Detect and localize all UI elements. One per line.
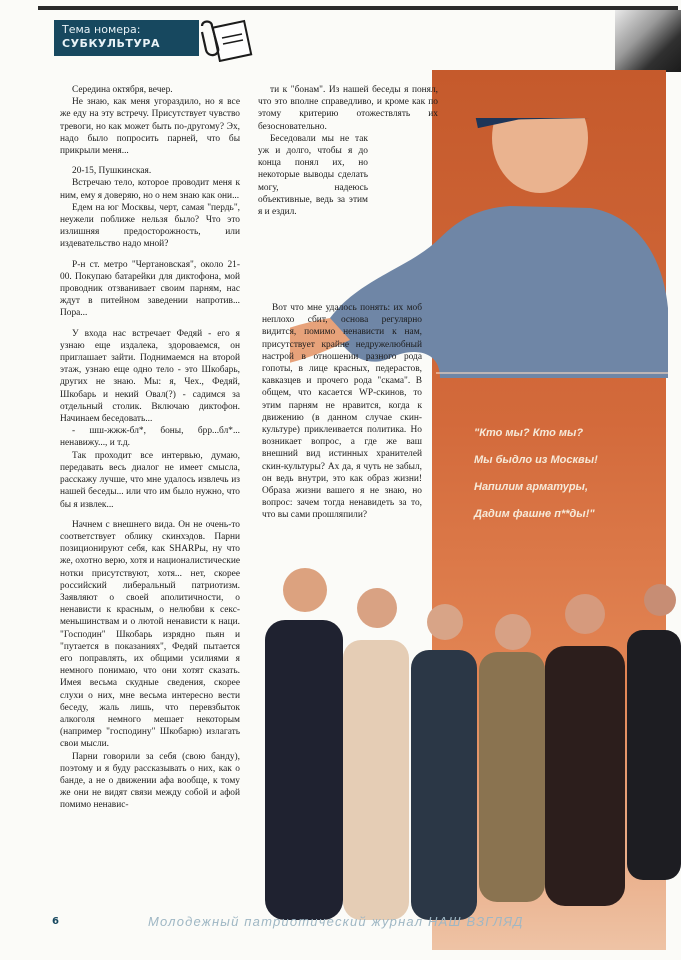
- spacer: [60, 157, 240, 165]
- paragraph: 20-15, Пушкинская.: [72, 166, 152, 177]
- paragraph: Середина октября, вечер.: [72, 85, 173, 95]
- quote-line: "Кто мы? Кто мы?: [474, 427, 584, 439]
- magazine-title: Молодежный патриотический журнал НАШ ВЗГЛЯД: [148, 914, 524, 929]
- rubric-line1: Тема номера:: [62, 23, 141, 36]
- photo-group-of-men: [255, 560, 681, 950]
- paragraph: Едем на юг Москвы, черт, самая "пердь", неужели поближе нельзя было? Что это излишняя предосторожность, или издевательство надо мной?: [60, 202, 240, 250]
- page-number: 6: [52, 916, 59, 927]
- paragraph: Не знаю, как меня угораздило, но я все же еду на эту встречу. Присутствует чувство тревоги, но как может быть по-другому? Эх, надо было попросить парней, что бы прикрыли меня...: [60, 97, 240, 157]
- pull-quote: [474, 420, 664, 528]
- decorative-line: [436, 372, 668, 374]
- article-mid-column: [262, 302, 422, 522]
- paragraph: Вот что мне удалось понять: их моб неплохо сбит, основа регулярно видится, помимо ненависти к нам, присутствует крайне недружелюбный настрой в отношении разного рода гопоты, в лице красных, педерастов, кавказцев и прочего рода "скама". В общем, что касается WP-скинов, то этим парням не нравится, когда к движению (в данном случае скин-культуре) приклеивается политика. Но возникает вопрос, а где же ваш внешний вид истинных хранителей скин-культуры? Ах да, я чуть не забыл, он ведь внутри, это как образ жизни! Образа жизни вашего я не знаю, но вопрос: зачем тогда ненавидеть за то, что вы сами прошляпили?: [262, 303, 422, 521]
- paragraph: Р-н ст. метро "Чертановская", около 21-00. Покупаю батарейки для диктофона, мой проводник отзванивает своим парням, нас ждут в питейном заведении напротив... Пора...: [60, 259, 240, 319]
- article-left-column: [60, 84, 240, 812]
- paragraph: ти к "бонам". Из нашей беседы я понял, что это вполне справедливо, и кроме как по этому критерию отожествлять их безосновательно.: [258, 85, 438, 132]
- paragraph: Беседовали мы не так уж и долго, чтобы я до конца понял их, но некоторые выводы сделать могу, надеюсь объективные, ведь за этим я и ездил.: [258, 133, 368, 218]
- section-rubric: [54, 20, 199, 56]
- spacer: [60, 511, 240, 519]
- paragraph: Начнем с внешнего вида. Он не очень-то соответствует облику скинхэдов. Парни позиционируют себя, как SHARPы, ну что же, охотно верю, хотя и националистические нотки присутствуют, хотя... нет, скорее российский либеральный патриотизм. Заявляют о своей аполитичности, о ненависти к красным, о нелюбви к секс-меньшинствам и о лютой ненависти к наци. "Господин" Шкобарь изрядно пьян и "путается в показаниях", Федяй пытается его поправлять, их общими усилиями я немного понимаю, что они хотят сказать. Имея весьма скудные сведения, скорее слухи о них, мне весьма интересно вести беседу, жаль лишь, что перевзбыток алкоголя немного мешает некоторым (например "господину" Шкобарю) излагать свои мысли.: [60, 519, 240, 750]
- spacer: [60, 320, 240, 328]
- spacer: [60, 251, 240, 259]
- rubric-line2: СУБКУЛЬТУРА: [62, 37, 160, 50]
- paragraph: Так проходит все интервью, думаю, передавать весь диалог не имеет смысла, расскажу лучше, что мне удалось извлечь из нашей беседы... или что им было нужно, что бы я извлек...: [60, 450, 240, 510]
- paragraph: У входа нас встречает Федяй - его я узнаю еще издалека, здороваемся, он приглашает зайти. Поднимаемся на второй этаж, узнаю еще одно тело - это Шкобарь, других не знаю. Мы: я, Чех., Федяй, Шкобарь и некий Овал(?) - садимся за отдельный столик. Включаю диктофон. Начинаем беседовать...: [60, 328, 240, 425]
- paragraph: Встречаю тело, которое проводит меня к ним, ему я доверяю, но о нем знаю как они...: [60, 178, 240, 201]
- corner-photo: [615, 10, 681, 72]
- paperclip-notepad-icon: [196, 18, 256, 62]
- quote-line: Мы быдло из Москвы!: [474, 454, 598, 466]
- article-right-column: [258, 84, 438, 218]
- paragraph: - шш-жжж-бл*, боны, брр...бл*... ненавижу..., и т.д.: [60, 426, 240, 449]
- quote-line: Напилим арматуры,: [474, 481, 588, 493]
- top-rule: [38, 6, 678, 10]
- paragraph: Парни говорили за себя (свою банду), поэтому и я буду рассказывать о них, как о банде, а не о движении афа вообще, к тому же они не видят связи между собой и афой помимо ненавис-: [60, 751, 240, 811]
- quote-line: Дадим фашне п**ды!": [474, 508, 595, 520]
